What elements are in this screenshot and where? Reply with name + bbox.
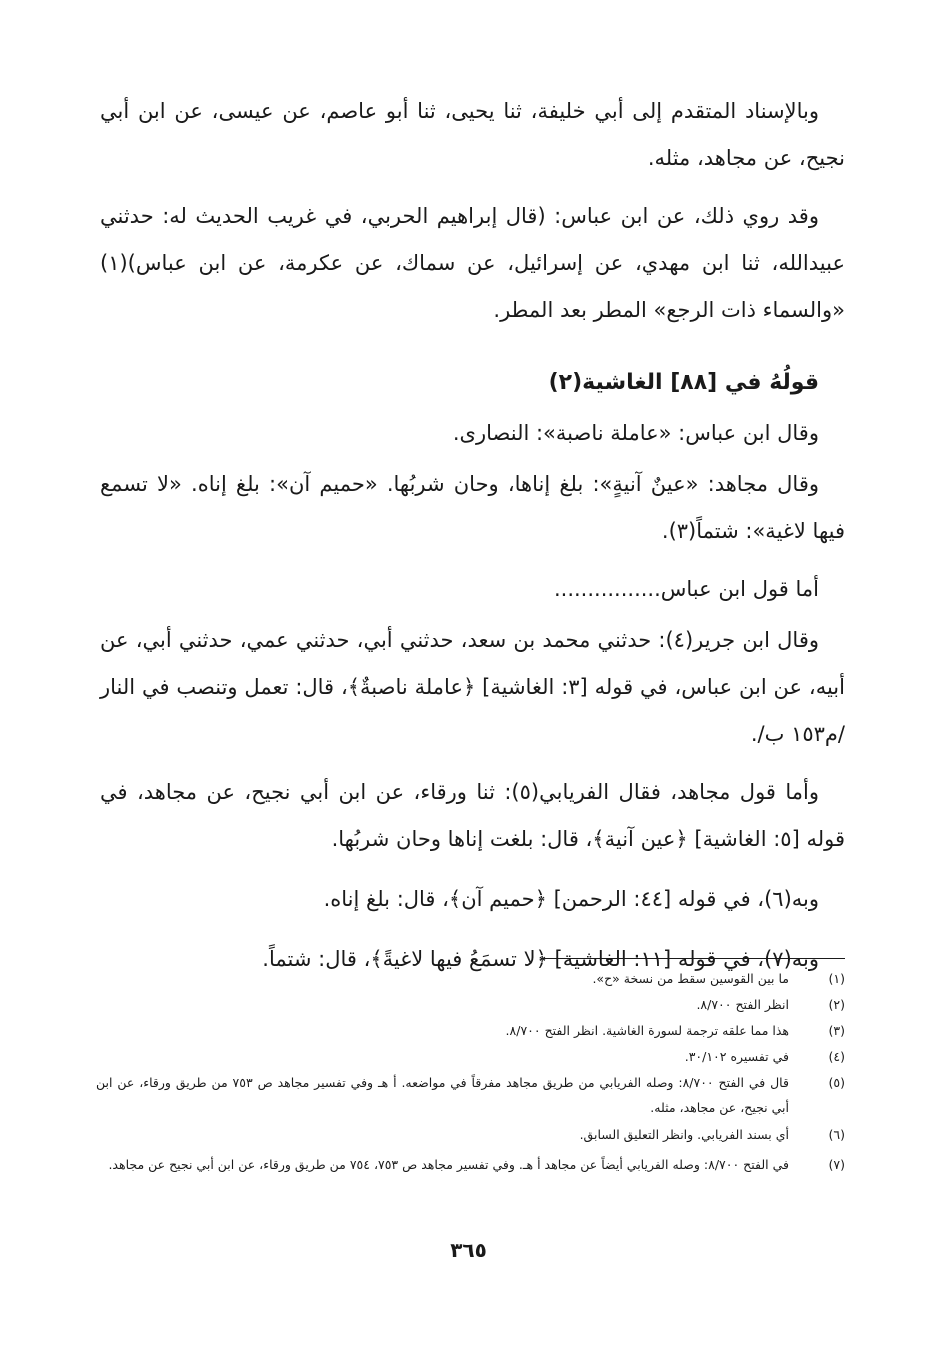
paragraph: وبه(٦)، في قوله [٤٤: الرحمن] ﴿حميم آن﴾، قال: بلغ إناه. [323,887,819,911]
footnote [96,1070,845,1120]
footnote [96,992,845,1018]
footnotes [96,966,845,1179]
paragraph: وقال ابن عباس: «عاملة ناصبة»: النصارى. [452,421,819,445]
footnote-number: (١) [828,971,845,986]
footnote-text: هذا مما علقه ترجمة لسورة الغاشية. انظر الفتح ٨/٧٠٠. [505,1023,789,1038]
footnote-number: (٥) [828,1075,845,1090]
footnote-number: (٤) [828,1049,845,1064]
footnote-number: (٦) [828,1127,845,1142]
footnote-number: (٧) [828,1157,845,1172]
paragraph: وأما قول مجاهد، فقال الفريابي(٥): ثنا ورقاء، عن ابن أبي نجيح، عن مجاهد، في قوله [٥: الغاشية] ﴿عين آنية﴾، قال: بلغت إناها وحان شربُها. [100,780,845,851]
paragraph: وقال مجاهد: «عينٌ آنيةٍ»: بلغ إناها، وحان شربُها. «حميم آن»: بلغ إناه. «لا تسمع فيها لاغية»: شتماً(٣). [100,472,845,543]
paragraph: وقد روي ذلك، عن ابن عباس: (قال إبراهيم الحربي، في غريب الحديث له: حدثني عبيدالله، ثنا ابن مهدي، عن إسرائيل، عن سماك، عن عكرمة، عن ابن عباس)(١) «والسماء ذات الرجع» المطر بعد المطر. [100,204,845,322]
footnote-text: في الفتح ٨/٧٠٠: وصله الفريابي أيضاً عن مجاهد أ هـ. وفي تفسير مجاهد ص ٧٥٣، ٧٥٤ من طريق ورقاء، عن ابن أبي نجيح عن مجاهد. [108,1157,789,1172]
footnote-text: قال في الفتح ٨/٧٠٠: وصله الفريابي من طريق مجاهد مفرقاً في مواضعه. أ هـ وفي تفسير مجاهد ص ٧٥٣ من طريق ورقاء، عن ابن أبي نجيح، عن مجاهد، مثله. [96,1075,789,1115]
footnote-separator [541,958,845,959]
paragraph: وبه(٧)، في قوله [١١: الغاشية] ﴿لا تسمَعُ فيها لاغيةً﴾، قال: شتماً. [262,947,819,971]
page-number: ٣٦٥ [450,1238,487,1262]
footnote-number: (٣) [828,1023,845,1038]
main-text [100,88,845,994]
paragraph: وبالإسناد المتقدم إلى أبي خليفة، ثنا يحيى، ثنا أبو عاصم، عن عيسى، عن ابن أبي نجيح، عن مجاهد، مثله. [100,99,845,170]
paragraph: أما قول ابن عباس................ [553,577,819,601]
footnote [96,1044,845,1070]
footnote-text: ما بين القوسين سقط من نسخة «ح». [592,971,789,986]
paragraph: وقال ابن جرير(٤): حدثني محمد بن سعد، حدثني أبي، حدثني عمي، حدثني أبي، عن أبيه، عن ابن عباس، في قوله [٣: الغاشية] ﴿عاملة ناصبةٌ﴾، قال: تعمل وتنصب في النار /م١٥٣ ب/. [100,628,845,746]
footnote [96,966,845,992]
footnote [96,1122,845,1148]
footnote-text: أي بسند الفريابي. وانظر التعليق السابق. [579,1127,789,1142]
footnote-number: (٢) [828,997,845,1012]
footnote-text: في تفسيره ٣٠/١٠٢. [684,1049,789,1064]
footnote-text: انظر الفتح ٨/٧٠٠. [696,997,789,1012]
section-heading: قولُهُ في [٨٨] الغاشية(٢) [548,370,819,395]
footnote [96,1018,845,1044]
footnote [96,1152,845,1177]
